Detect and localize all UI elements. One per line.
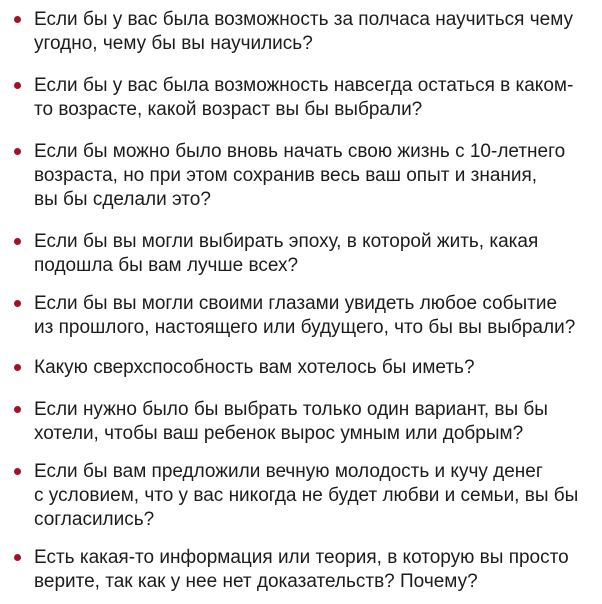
question-text: Если бы у вас была возможность за полчаса научиться чему угодно, чему бы вы научились?	[34, 9, 573, 54]
question-text: Если бы вы могли своими глазами увидеть любое событие из прошлого, настоящего или будущего, что бы вы выбрали?	[34, 293, 576, 338]
bullet-icon	[14, 16, 21, 23]
question-text: Если бы можно было вновь начать свою жизнь с 10-летнего возраста, но при этом сохранив весь ваш опыт и знания, вы бы сделали это?	[34, 141, 566, 210]
bullet-icon	[14, 364, 21, 371]
bullet-icon	[14, 300, 21, 307]
question-text: Какую сверхспособность вам хотелось бы иметь?	[34, 357, 475, 378]
question-text: Если бы у вас была возможность навсегда остаться в каком- то возрасте, какой возраст вы бы выбрали?	[34, 75, 574, 120]
question-text: Если бы вы могли выбирать эпоху, в которой жить, какая подошла бы вам лучше всех?	[34, 231, 539, 276]
question-text: Если бы вам предложили вечную молодость и кучу денег с условием, что у вас никогда не будет любви и семьи, вы бы согласились?	[34, 461, 579, 530]
bullet-icon	[14, 554, 21, 561]
bullet-icon	[14, 238, 21, 245]
bullet-icon	[14, 468, 21, 475]
question-text: Если нужно было бы выбрать только один вариант, вы бы хотели, чтобы ваш ребенок вырос умным или добрым?	[34, 399, 548, 444]
bullet-icon	[14, 406, 21, 413]
bullet-icon	[14, 82, 21, 89]
question-text: Есть какая-то информация или теория, в которую вы просто верите, так как у нее нет доказательств? Почему?	[34, 547, 569, 592]
bullet-icon	[14, 148, 21, 155]
